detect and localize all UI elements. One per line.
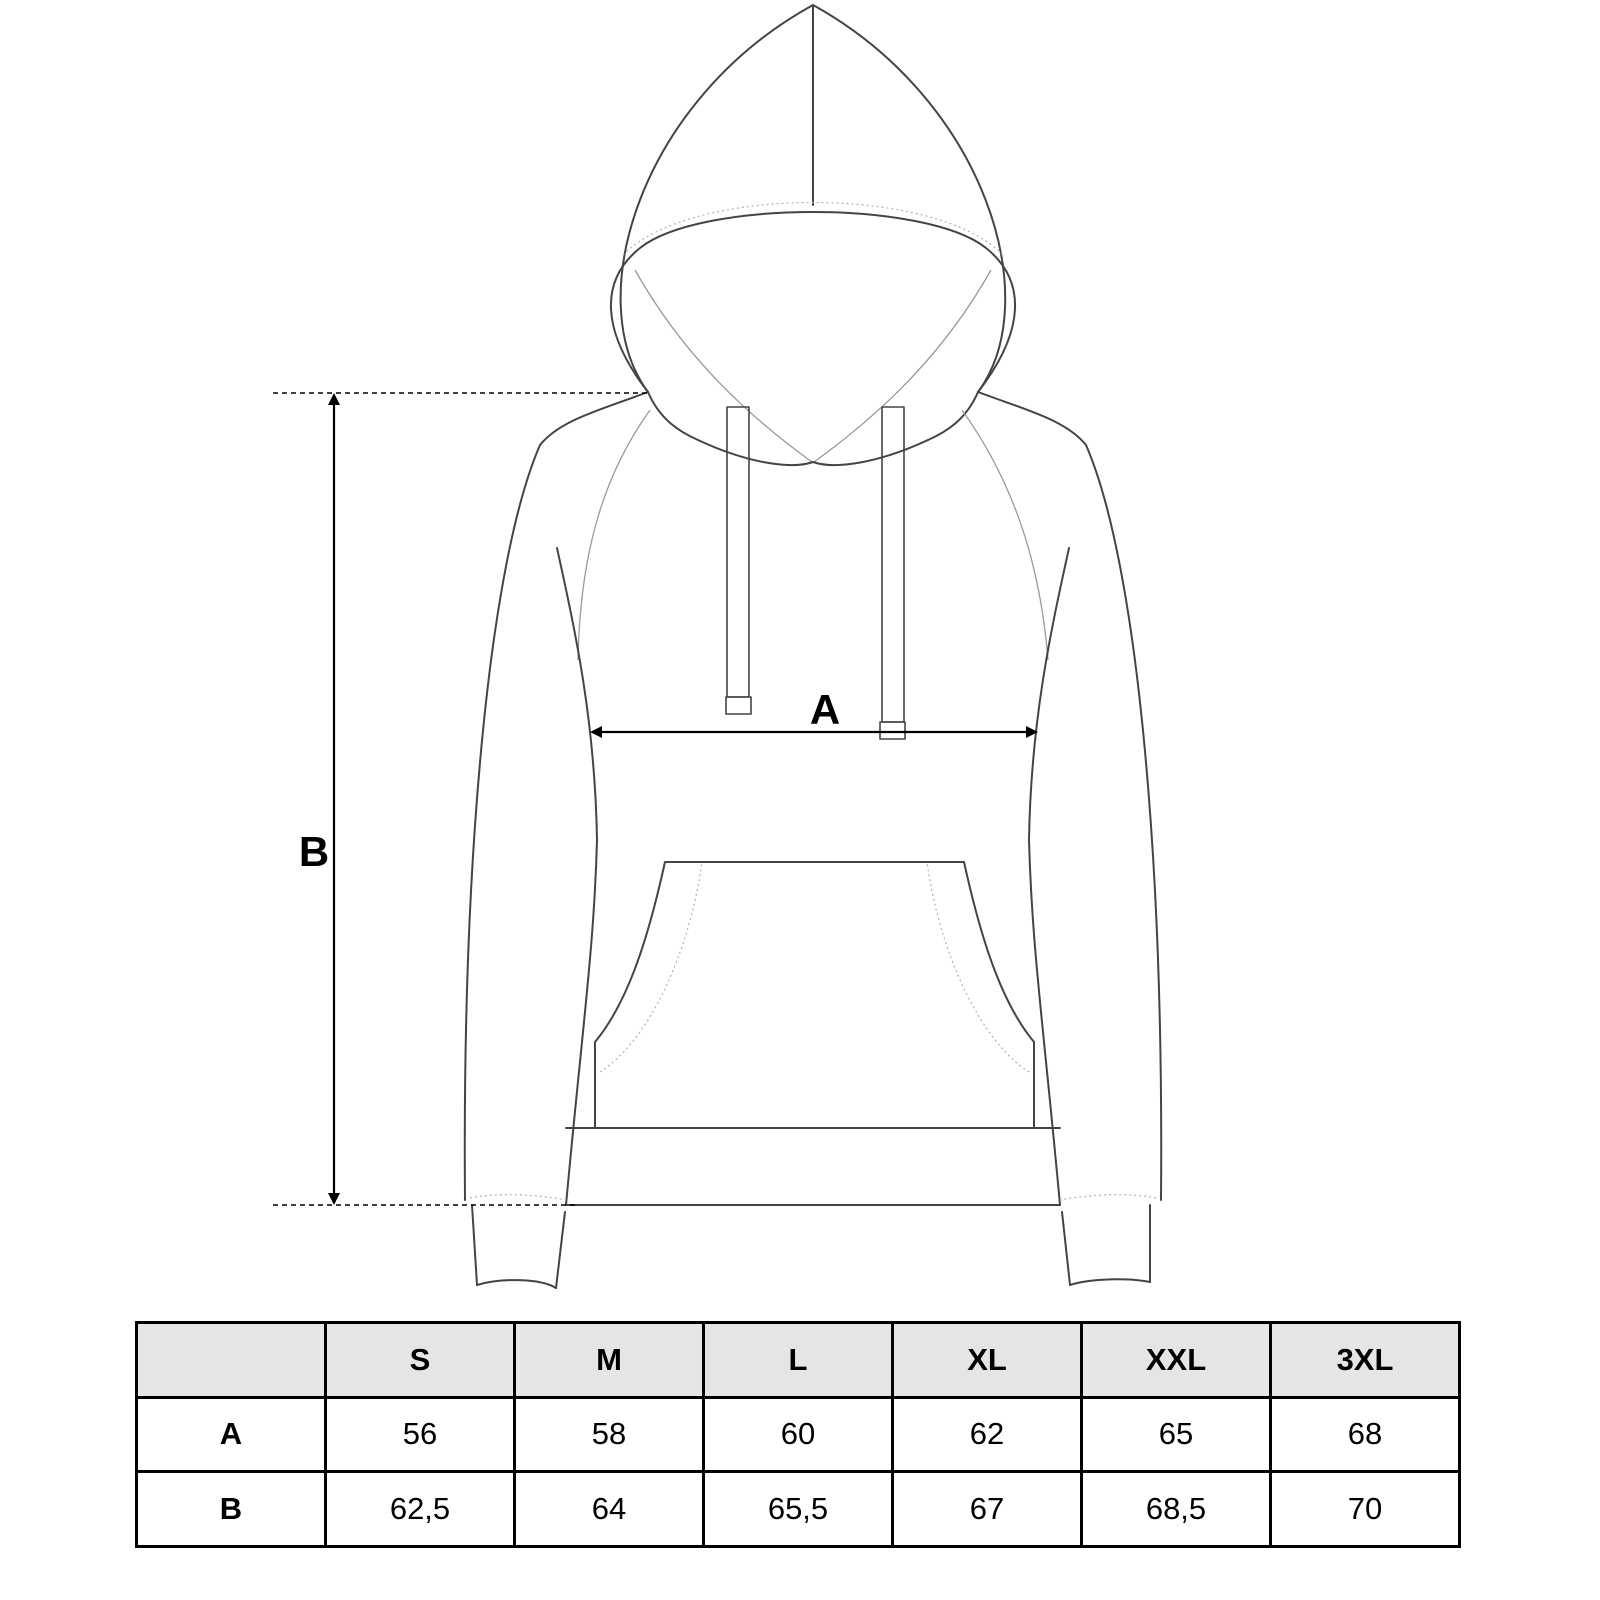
size-header-l: L bbox=[704, 1323, 893, 1398]
row-label-b: B bbox=[137, 1472, 326, 1547]
size-header-xxl: XXL bbox=[1082, 1323, 1271, 1398]
table-cell: 58 bbox=[515, 1397, 704, 1472]
table-cell: 62,5 bbox=[326, 1472, 515, 1547]
table-cell: 70 bbox=[1271, 1472, 1460, 1547]
size-header-3xl: 3XL bbox=[1271, 1323, 1460, 1398]
table-cell: 56 bbox=[326, 1397, 515, 1472]
size-header-m: M bbox=[515, 1323, 704, 1398]
table-cell: 62 bbox=[893, 1397, 1082, 1472]
table-cell: 67 bbox=[893, 1472, 1082, 1547]
table-row-b bbox=[137, 1472, 1460, 1547]
table-row-a bbox=[137, 1397, 1460, 1472]
table-cell: 65,5 bbox=[704, 1472, 893, 1547]
hoodie-outline bbox=[465, 5, 1161, 1288]
table-cell: 64 bbox=[515, 1472, 704, 1547]
size-header-s: S bbox=[326, 1323, 515, 1398]
size-chart-table bbox=[135, 1321, 1461, 1548]
table-cell: 68 bbox=[1271, 1397, 1460, 1472]
measurement-a bbox=[590, 686, 1038, 738]
measurement-b-label: B bbox=[298, 828, 330, 875]
size-header-row bbox=[137, 1323, 1460, 1398]
table-cell: 68,5 bbox=[1082, 1472, 1271, 1547]
corner-cell bbox=[137, 1323, 326, 1398]
measurement-a-label: A bbox=[809, 686, 841, 733]
measurement-b bbox=[273, 393, 648, 1205]
table-cell: 65 bbox=[1082, 1397, 1271, 1472]
table-cell: 60 bbox=[704, 1397, 893, 1472]
size-header-xl: XL bbox=[893, 1323, 1082, 1398]
row-label-a: A bbox=[137, 1397, 326, 1472]
